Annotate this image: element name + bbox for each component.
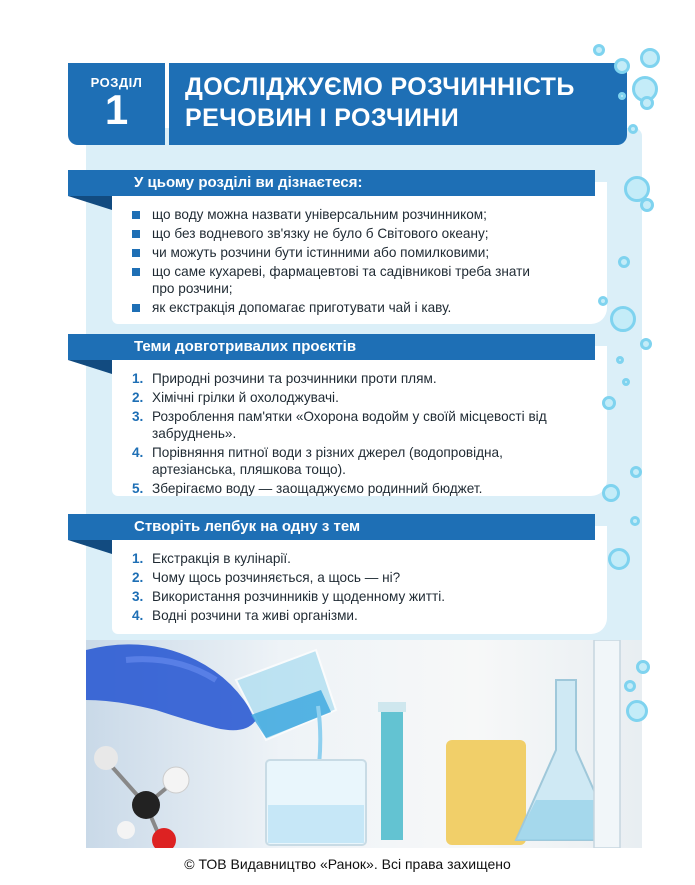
bubble-decoration [618, 92, 626, 100]
copyright-footer: © ТОВ Видавництво «Ранок». Всі права захищено [184, 856, 511, 872]
chapter-number: 1 [104, 86, 129, 133]
bubble-decoration [640, 338, 652, 350]
chapter-title [169, 63, 627, 145]
list-item: 4. Водні розчини та живі організми. [132, 608, 358, 623]
list-item: чи можуть розчини бути істинними або помилковими; [132, 244, 593, 261]
title-line-2: РЕЧОВИН І РОЗЧИНИ [185, 104, 460, 132]
list-item: 2. Хімічні грілки й охолоджувачі. [132, 390, 339, 405]
learn-card [112, 182, 607, 324]
bubble-decoration [598, 296, 608, 306]
list-item: 1. Екстракція в кулінарії. [132, 551, 291, 566]
list-item: що саме кухареві, фармацевтові та садівникові треба знати про розчини; [132, 263, 552, 297]
bubble-decoration [626, 700, 648, 722]
bubble-decoration [622, 378, 630, 386]
bubble-decoration [608, 548, 630, 570]
bubble-decoration [640, 48, 660, 68]
bubble-decoration [628, 124, 638, 134]
lab-illustration [86, 640, 642, 848]
list-item: 1. Природні розчини та розчинники проти плям. [132, 371, 437, 386]
bullet-icon [132, 249, 140, 257]
lab-photo [86, 640, 642, 848]
list-item: 3. Використання розчинників у щоденному житті. [132, 589, 445, 604]
bullet-icon [132, 211, 140, 219]
bubble-decoration [593, 44, 605, 56]
bullet-icon [132, 268, 140, 276]
list-item: як екстракція допомагає приготувати чай і каву. [132, 299, 593, 316]
section-heading-learn: У цьому розділі ви дізнаєтеся: [68, 170, 595, 196]
bubble-decoration [616, 356, 624, 364]
list-item: 2. Чому щось розчиняється, а щось — ні? [132, 570, 401, 585]
list-item: що воду можна назвати універсальним розчинником; [132, 206, 593, 223]
bullet-icon [132, 230, 140, 238]
chapter-label: РОЗДІЛ [90, 75, 143, 90]
bubble-decoration [624, 680, 636, 692]
heading-fold [68, 540, 112, 554]
projects-list [112, 346, 607, 497]
bubble-decoration [602, 396, 616, 410]
bubble-decoration [640, 96, 654, 110]
bubble-decoration [618, 256, 630, 268]
heading-fold [68, 196, 112, 210]
title-line-1: ДОСЛІДЖУЄМО РОЗЧИННІСТЬ [185, 73, 575, 101]
chapter-badge [68, 63, 165, 145]
bubble-decoration [636, 660, 650, 674]
bullet-icon [132, 304, 140, 312]
section-heading-projects: Теми довготривалих проєктів [68, 334, 595, 360]
heading-fold [68, 360, 112, 374]
lapbook-card [112, 526, 607, 634]
bubble-decoration [630, 516, 640, 526]
list-item: 4. Порівняння питної води з різних джерел (водопровідна, артезіанська, пляшкова тощо). [132, 445, 503, 477]
lapbook-list [112, 526, 607, 624]
projects-card [112, 346, 607, 496]
bubble-decoration [640, 198, 654, 212]
list-item: 5. Зберігаємо воду — заощаджуємо родинний бюджет. [132, 481, 483, 496]
section-heading-lapbook: Створіть лепбук на одну з тем [68, 514, 595, 540]
list-item: що без водневого зв'язку не було б Світового океану; [132, 225, 593, 242]
bubble-decoration [602, 484, 620, 502]
list-item: 3. Розроблення пам'ятки «Охорона водойм у своїй місцевості від забруднень». [132, 409, 547, 441]
bubble-decoration [610, 306, 636, 332]
bubble-decoration [630, 466, 642, 478]
bubble-decoration [614, 58, 630, 74]
learn-list [112, 182, 607, 316]
